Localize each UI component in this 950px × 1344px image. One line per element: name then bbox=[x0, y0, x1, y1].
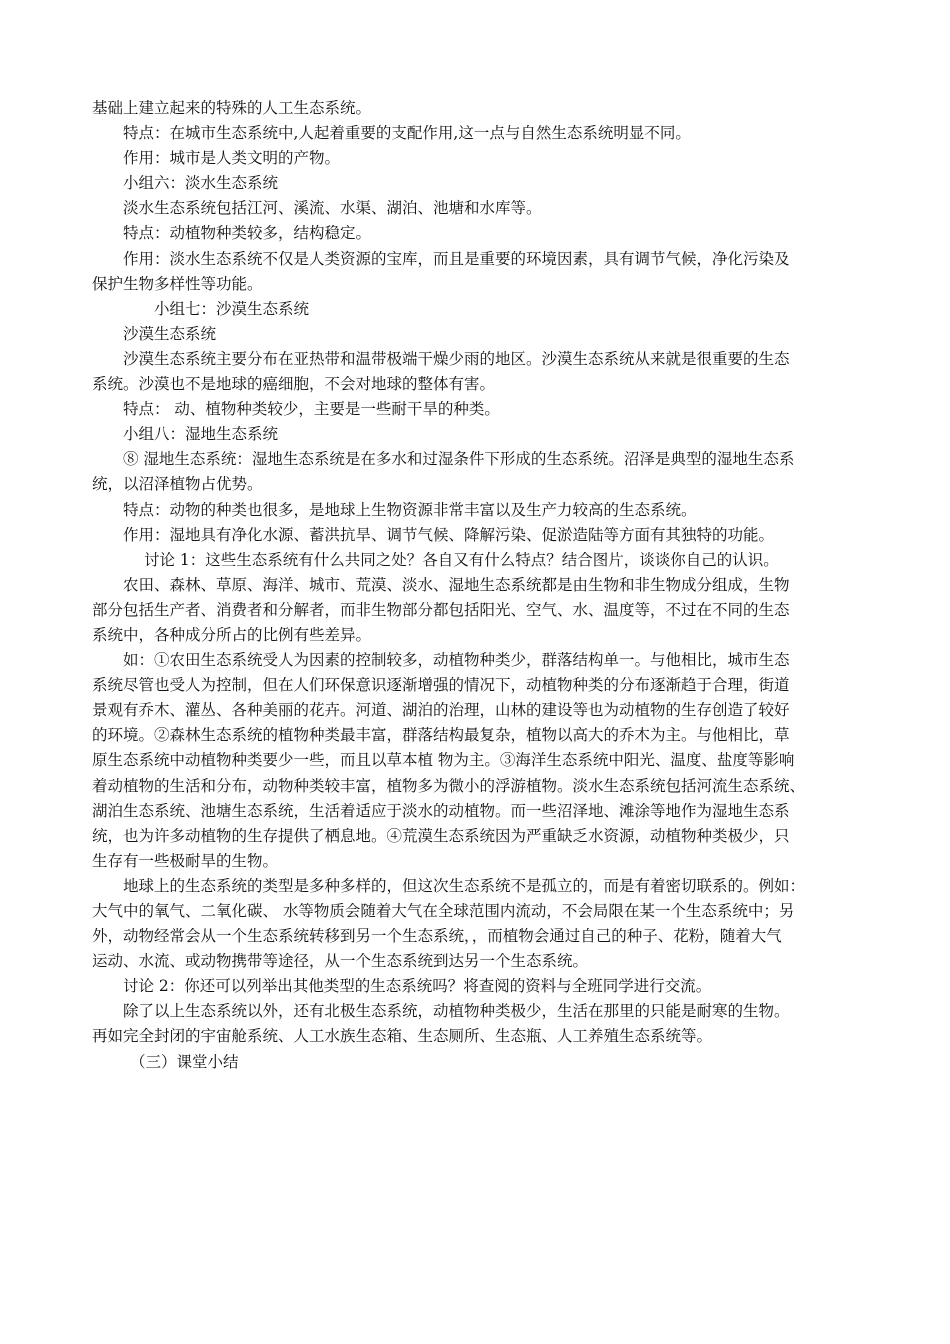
text-line: 统，也为许多动植物的生存提供了栖息地。④荒漠生态系统因为严重缺乏水资源，动植物种类极少，只 bbox=[92, 826, 790, 845]
text-line: 生存有一些极耐旱的生物。 bbox=[92, 851, 279, 870]
text-line: 作用：湿地具有净化水源、蓄洪抗旱、调节气候、降解污染、促淤造陆等方面有其独特的功能。 bbox=[123, 525, 775, 544]
document-body bbox=[92, 96, 858, 1075]
text-line: 再如完全封闭的宇宙舱系统、人工水族生态箱、生态厕所、生态瓶、人工养殖生态系统等。 bbox=[92, 1027, 713, 1046]
text-line: 地球上的生态系统的类型是多种多样的，但这次生态系统不是孤立的，而是有着密切联系的。例如： bbox=[123, 876, 806, 895]
text-line: 着动植物的生活和分布，动物种类较丰富，植物多为微小的浮游植物。淡水生态系统包括河流生态系统、 bbox=[92, 776, 806, 795]
text-line: 特点：在城市生态系统中,人起着重要的支配作用,这一点与自然生态系统明显不同。 bbox=[123, 124, 691, 143]
text-line: 系统尽管也受人为控制，但在人们环保意识逐渐增强的情况下，动植物种类的分布逐渐趋于合理，街道 bbox=[92, 676, 790, 695]
text-line: 系统。沙漠也不是地球的癌细胞，不会对地球的整体有害。 bbox=[92, 375, 496, 394]
text-line: 农田、森林、草原、海洋、城市、荒漠、淡水、湿地生态系统都是由生物和非生物成分组成，生物 bbox=[123, 575, 790, 594]
text-line: 除了以上生态系统以外，还有北极生态系统，动植物种类极少，生活在那里的只能是耐寒的生物。 bbox=[123, 1002, 790, 1021]
text-line: 部分包括生产者、消费者和分解者，而非生物部分都包括阳光、空气、水、温度等，不过在不同的生态 bbox=[92, 600, 790, 619]
text-line: 原生态系统中动植物种类要少一些，而且以草本植 物为主。③海洋生态系统中阳光、温度、盐度等影响 bbox=[92, 751, 795, 770]
text-line: 外，动物经常会从一个生态系统转移到另一个生态系统，，而植物会通过自己的种子、花粉，随着大气 bbox=[92, 927, 782, 946]
text-line: 运动、水流、或动物携带等途径，从一个生态系统到达另一个生态系统。 bbox=[92, 952, 589, 971]
text-line: 作用：淡水生态系统不仅是人类资源的宝库，而且是重要的环境因素，具有调节气候，净化污染及 bbox=[123, 249, 790, 268]
text-line: ⑧ 湿地生态系统：湿地生态系统是在多水和过湿条件下形成的生态系统。沼泽是典型的湿地生态系 bbox=[123, 450, 795, 469]
text-line: 系统中，各种成分所占的比例有些差异。 bbox=[92, 625, 372, 644]
text-line: 的环境。②森林生态系统的植物种类最丰富，群落结构最复杂，植物以高大的乔木为主。与他相比，草 bbox=[92, 726, 790, 745]
text-line: 沙漠生态系统主要分布在亚热带和温带极端干燥少雨的地区。沙漠生态系统从来就是很重要的生态 bbox=[123, 349, 790, 368]
text-line: 作用：城市是人类文明的产物。 bbox=[123, 149, 341, 168]
section-heading: 小组八：湿地生态系统 bbox=[123, 425, 279, 444]
text-line: 特点：动物的种类也很多，是地球上生物资源非常丰富以及生产力较高的生态系统。 bbox=[123, 500, 697, 519]
text-line: 特点：动植物种类较多，结构稳定。 bbox=[123, 224, 372, 243]
text-line: 大气中的氧气、二氧化碳、 水等物质会随着大气在全球范围内流动，不会局限在某一个生态系统中；另 bbox=[92, 902, 795, 920]
text-line: 景观有乔木、灌丛、各种美丽的花卉。河道、湖泊的治理，山林的建设等也为动植物的生存创造了较好 bbox=[92, 701, 790, 720]
discussion-question: 讨论 2：你还可以列举出其他类型的生态系统吗？将查阅的资料与全班同学进行交流。 bbox=[123, 977, 712, 996]
text-line: 淡水生态系统包括江河、溪流、水渠、湖泊、池塘和水库等。 bbox=[123, 199, 542, 218]
text-line: 基础上建立起来的特殊的人工生态系统。 bbox=[92, 99, 372, 117]
text-line: 保护生物多样性等功能。 bbox=[92, 274, 263, 293]
text-line: 沙漠生态系统 bbox=[123, 324, 217, 343]
section-heading: 小组六：淡水生态系统 bbox=[123, 174, 279, 193]
section-heading: 小组七：沙漠生态系统 bbox=[154, 299, 310, 318]
text-line: 湖泊生态系统、池塘生态系统，生活着适应于淡水的动植物。而一些沼泽地、滩涂等地作为湿地生态系 bbox=[92, 801, 790, 820]
text-line: 如：①农田生态系统受人为因素的控制较多，动植物种类少，群落结构单一。与他相比，城市生态 bbox=[123, 651, 790, 670]
text-line: 统，以沼泽植物占优势。 bbox=[92, 475, 263, 494]
section-heading: （三）课堂小结 bbox=[130, 1052, 239, 1071]
discussion-question: 讨论 1：这些生态系统有什么共同之处？各自又有什么特点？结合图片，谈谈你自己的认识。 bbox=[144, 550, 779, 569]
text-line: 特点： 动、植物种类较少，主要是一些耐干旱的种类。 bbox=[123, 400, 500, 419]
